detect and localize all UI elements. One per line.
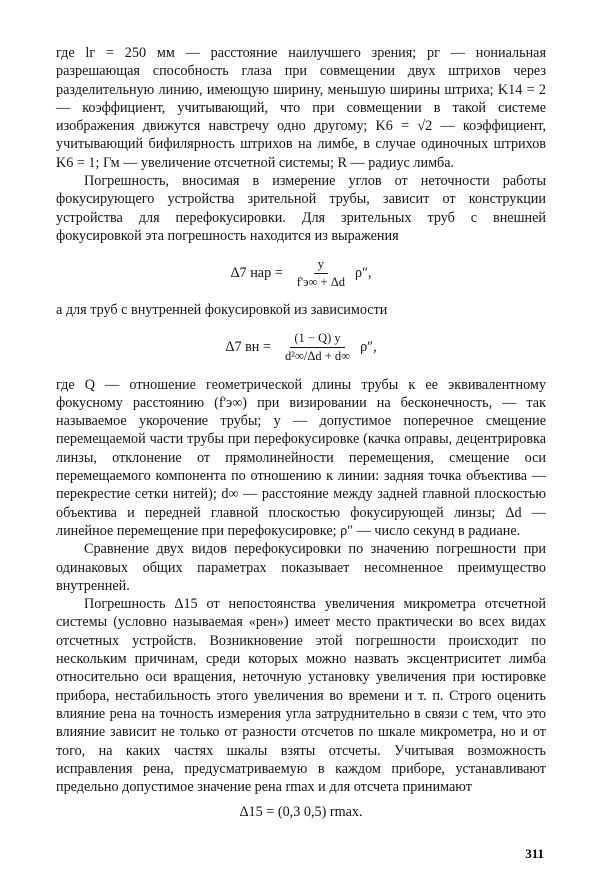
formula-3-text: Δ15 = (0,3 0,5) rmax. (239, 804, 363, 821)
formula-1-rhs: ρ″, (355, 265, 372, 282)
formula-2-numerator: (1 − Q) y (290, 331, 344, 348)
formula-1-fraction (293, 257, 349, 290)
paragraph-ren-error: Погрешность Δ15 от непостоянства увеличения микрометра отсчетной системы (условно называемая «рен») имеет место практически во всех видах отсчетных устройств. Возникновение этой погрешности происходит по нескольким причинам, среди которых можно назвать эксцентриситет лимба относительно оси вращения, неточную установку увеличения при юстировке прибора, нестабильность этого увеличения во времени и т. п. Строго оценить влияние рена на точность измерения угла затруднительно в связи с тем, что это влияние зависит не только от разности отсчетов по шкале микрометра, но и от того, на каких частях шкалы взяты отсчеты. Учитывая возможность исправления рена, предусматриваемую в каждом приборе, устанавливают предельно допустимое значение рена rmax и для отсчета принимают (56, 596, 546, 796)
formula-internal-focus (56, 326, 546, 370)
paragraph-definitions: где lг = 250 мм — расстояние наилучшего зрения; pг — нониальная разрешающая способность глаза при совмещении двух штрихов через разделительную линию, имеющую ширину, меньшую ширины штриха; K14 = 2 — коэффициент, учитывающий, что при совмещении в такой системе изображения движутся навстречу одно другому; K6 = √2 — коэффициент, учитывающий бифилярность штрихов на лимбе, в случае одиночных штрихов K6 = 1; Гм — увеличение отсчетной системы; R — радиус лимба. (56, 45, 546, 171)
formula-1-lhs: Δ7 нар = (230, 265, 283, 282)
formula-2-rhs: ρ″, (360, 339, 377, 356)
formula-1-numerator: y (314, 257, 328, 274)
formula-2-fraction (281, 331, 354, 364)
formula-ren (56, 800, 546, 824)
formula-1-denominator: f'э∞ + Δd (296, 274, 346, 289)
formula-external-focus (56, 251, 546, 295)
paragraph-comparison: Сравнение двух видов перефокусировки по значению погрешности при одинаковых общих параметрах показывает несомненное преимущество внутренней. (56, 541, 546, 594)
formula-2-lhs: Δ7 вн = (225, 339, 271, 356)
paragraph-variable-definitions: где Q — отношение геометрической длины трубы к ее эквивалентному фокусному расстоянию (f'э∞) при визировании на бесконечность, — так называемое укорочение трубы; y — допустимое поперечное смещение перемещаемой части трубы при перефокусировке (качка оправы, децентрировка линзы, отклонение от прямолинейности перемещения, смещение оси перемещаемого компонента по отношению к линии: задняя точка объектива — перекрестие сетки нитей); d∞ — расстояние между задней главной плоскостью объектива и передней главной плоскостью фокусирующей линзы; Δd — линейное перемещение при перефокусировке; ρ″ — число секунд в радиане. (56, 376, 546, 539)
page-number: 311 (525, 846, 544, 861)
paragraph-focus-error: Погрешность, вносимая в измерение углов от неточности работы фокусирующего устройства зрительной трубы, зависит от конструкции устройства для перефокусировки. Для зрительных труб с внешней фокусировкой эта погрешность находится из выражения (56, 173, 546, 244)
paragraph-internal-focus-intro: а для труб с внутренней фокусировкой из зависимости (56, 302, 388, 319)
formula-2-denominator: d²∞/Δd + d∞ (284, 349, 351, 364)
